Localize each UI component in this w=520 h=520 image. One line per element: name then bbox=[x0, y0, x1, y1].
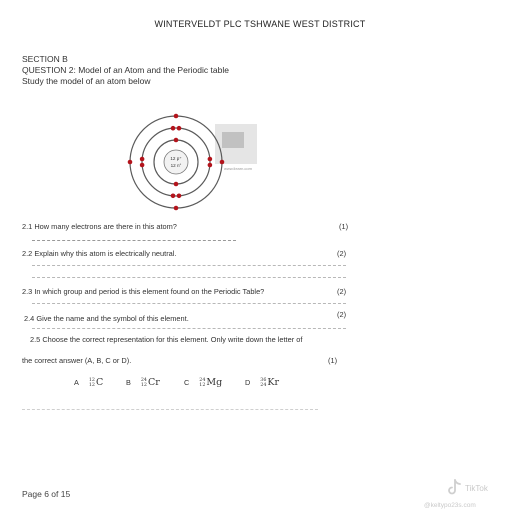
atomic-number: 12 bbox=[88, 382, 95, 388]
question-number: 2.3 bbox=[22, 287, 33, 296]
question-number: 2.4 bbox=[24, 314, 35, 323]
electron bbox=[171, 126, 176, 131]
electron bbox=[177, 126, 182, 131]
answer-line[interactable] bbox=[32, 265, 346, 266]
question-2-5-marks: (1) bbox=[328, 356, 338, 365]
electron bbox=[220, 160, 225, 165]
question-2-4-marks: (2) bbox=[337, 310, 347, 319]
question-2-4 bbox=[24, 314, 189, 323]
nuclide-numbers bbox=[199, 378, 205, 388]
question-2-5-continuation: the correct answer (A, B, C or D). bbox=[22, 356, 132, 365]
question-text: In which group and period is this element found on the Periodic Table? bbox=[34, 287, 265, 296]
option-d[interactable] bbox=[245, 377, 279, 388]
nuclide-numbers bbox=[260, 378, 266, 388]
tiktok-icon bbox=[446, 479, 462, 497]
mass-number: 12 bbox=[88, 377, 95, 383]
tiktok-watermark bbox=[446, 479, 488, 497]
option-letter: A bbox=[74, 378, 79, 387]
electron bbox=[208, 163, 213, 168]
section-label: SECTION B bbox=[22, 54, 68, 64]
photo-watermark: www.ilearn.com bbox=[223, 166, 253, 171]
question-2-3 bbox=[22, 287, 264, 296]
mass-number: 24 bbox=[140, 377, 147, 383]
atomic-number: 24 bbox=[260, 382, 267, 388]
instruction-text: Study the model of an atom below bbox=[22, 76, 151, 86]
answer-line[interactable] bbox=[32, 303, 346, 304]
element-symbol: Cr bbox=[147, 377, 160, 388]
electron bbox=[171, 194, 176, 199]
question-number: 2.1 bbox=[22, 222, 33, 231]
document-header: WINTERVELDT PLC TSHWANE WEST DISTRICT bbox=[154, 19, 366, 29]
option-letter: C bbox=[184, 378, 190, 387]
page-number: Page 6 of 15 bbox=[22, 489, 71, 499]
option-letter: D bbox=[245, 378, 251, 387]
option-a[interactable] bbox=[74, 377, 103, 388]
electron bbox=[174, 138, 179, 143]
answer-line[interactable] bbox=[32, 240, 236, 241]
question-2-1 bbox=[22, 222, 177, 231]
nucleus-protons: 12 p⁺ bbox=[170, 156, 182, 161]
atomic-number: 12 bbox=[140, 382, 147, 388]
question-2-3-marks: (2) bbox=[337, 287, 347, 296]
background-photo-inner bbox=[222, 132, 244, 148]
nuclide-numbers bbox=[141, 378, 147, 388]
element-symbol: C bbox=[95, 377, 104, 388]
option-letter: B bbox=[126, 378, 131, 387]
question-text: Choose the correct representation for this element. Only write down the letter of bbox=[42, 335, 303, 344]
tiktok-brand: TikTok bbox=[465, 483, 488, 493]
atom-model-figure bbox=[120, 112, 270, 212]
question-text: Explain why this atom is electrically neutral. bbox=[34, 249, 177, 258]
electron bbox=[128, 160, 133, 165]
electron bbox=[208, 157, 213, 162]
question-number: 2.5 bbox=[30, 335, 41, 344]
electron bbox=[174, 114, 179, 119]
question-2-2-marks: (2) bbox=[337, 249, 347, 258]
atomic-number: 12 bbox=[199, 382, 206, 388]
tiktok-handle: @keltypo23s.com bbox=[424, 502, 476, 509]
electron bbox=[174, 182, 179, 187]
answer-line[interactable] bbox=[22, 409, 318, 410]
question-2-5 bbox=[30, 335, 302, 344]
electron bbox=[140, 163, 145, 168]
option-c[interactable] bbox=[184, 377, 222, 388]
mass-number: 24 bbox=[199, 377, 206, 383]
element-symbol: Kr bbox=[267, 377, 280, 388]
question-title: QUESTION 2: Model of an Atom and the Periodic table bbox=[22, 65, 229, 75]
mass-number: 36 bbox=[260, 377, 267, 383]
nucleus-neutrons: 12 n° bbox=[170, 163, 182, 168]
atom-model-diagram bbox=[120, 112, 270, 212]
answer-line[interactable] bbox=[32, 328, 346, 329]
electron bbox=[177, 194, 182, 199]
question-text: Give the name and the symbol of this element. bbox=[36, 314, 189, 323]
question-2-2 bbox=[22, 249, 176, 258]
option-b[interactable] bbox=[126, 377, 160, 388]
electron bbox=[140, 157, 145, 162]
electron bbox=[174, 206, 179, 211]
answer-line[interactable] bbox=[32, 277, 346, 278]
question-number: 2.2 bbox=[22, 249, 33, 258]
nuclide-numbers bbox=[89, 378, 95, 388]
element-symbol: Mg bbox=[206, 377, 223, 388]
question-2-1-marks: (1) bbox=[339, 222, 349, 231]
question-text: How many electrons are there in this atom? bbox=[34, 222, 177, 231]
nucleus bbox=[164, 150, 188, 174]
